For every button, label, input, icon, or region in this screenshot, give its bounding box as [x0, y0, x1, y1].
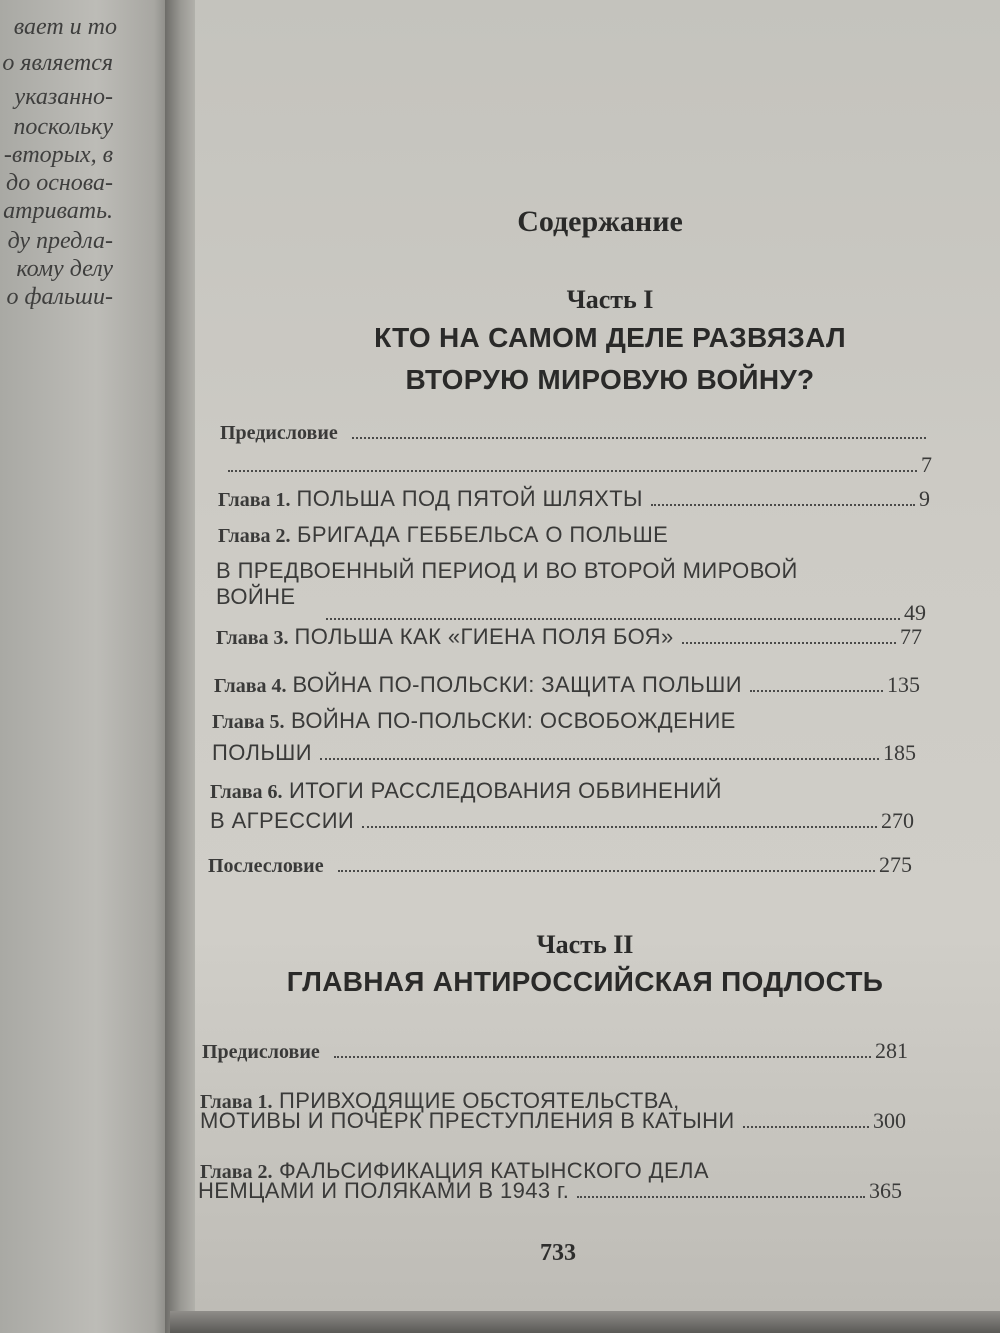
left-page-line: до основа-: [6, 170, 113, 196]
toc-entry-label: Глава 1.: [218, 489, 291, 511]
contents-title: Содержание: [517, 205, 683, 238]
dot-leader: [682, 642, 896, 644]
toc-entry-title: ПОЛЬШИ: [212, 740, 312, 765]
part2-title: ГЛАВНАЯ АНТИРОССИЙСКАЯ ПОДЛОСТЬ: [286, 966, 884, 997]
dot-leader: [362, 826, 877, 828]
dot-leader: [651, 504, 915, 506]
left-page-line: о фальши-: [6, 284, 113, 310]
toc-entry-title: НЕМЦАМИ И ПОЛЯКАМИ В 1943 г.: [198, 1178, 570, 1203]
left-page-line: -вторых, в: [3, 142, 113, 168]
dot-leader: [338, 870, 875, 872]
left-page: [0, 0, 175, 1333]
toc-page-number: 275: [879, 852, 912, 877]
toc-entry-label: Предисловие: [220, 422, 338, 444]
dot-leader: [228, 470, 917, 472]
toc-entry-chapter-5[interactable]: [212, 708, 736, 734]
toc-entry-part2-chapter-1-line2: [200, 1108, 906, 1134]
dot-leader: [334, 1056, 871, 1058]
toc-entry-title: ВОЙНА ПО-ПОЛЬСКИ: ЗАЩИТА ПОЛЬШИ: [292, 672, 742, 697]
dot-leader: [743, 1126, 869, 1128]
left-page-line: вает и то: [13, 14, 117, 40]
toc-entry-title: ВОЙНА ПО-ПОЛЬСКИ: ОСВОБОЖДЕНИЕ: [291, 708, 736, 733]
toc-page-number: 300: [873, 1108, 906, 1133]
dot-leader: [750, 690, 883, 692]
page-edge: [170, 1311, 1000, 1333]
toc-entry-title: ПОЛЬША КАК «ГИЕНА ПОЛЯ БОЯ»: [294, 624, 674, 649]
toc-entry-label: Глава 4.: [214, 675, 287, 697]
page-number: 733: [540, 1240, 576, 1266]
toc-entry-label: Глава 3.: [216, 627, 289, 649]
toc-entry-title: ВОЙНЕ: [216, 584, 296, 609]
toc-entry-title: БРИГАДА ГЕББЕЛЬСА О ПОЛЬШЕ: [297, 522, 669, 547]
left-page-line: атривать.: [3, 198, 113, 224]
toc-entry-label: Глава 2.: [218, 525, 291, 547]
toc-entry-title: МОТИВЫ И ПОЧЕРК ПРЕСТУПЛЕНИЯ В КАТЫНИ: [200, 1108, 735, 1133]
part2-label: Часть II: [536, 930, 634, 959]
toc-entry-chapter-3[interactable]: [216, 624, 922, 650]
toc-entry-chapter-2-page: [216, 600, 926, 626]
toc-entry-label: Глава 5.: [212, 711, 285, 733]
toc-entry-chapter-6[interactable]: [210, 778, 722, 804]
part1-title-line1: КТО НА САМОМ ДЕЛЕ РАЗВЯЗАЛ: [374, 322, 846, 353]
left-page-line: о является: [2, 50, 113, 76]
toc-page-number: 270: [881, 808, 914, 833]
left-page-line: ду предла-: [7, 228, 113, 254]
dot-leader: [326, 618, 900, 620]
dot-leader: [352, 437, 926, 439]
dot-leader: [577, 1196, 865, 1198]
part1-title-line2: ВТОРУЮ МИРОВУЮ ВОЙНУ?: [405, 364, 815, 395]
toc-entry-label: Предисловие: [202, 1041, 320, 1063]
toc-entry-label: Глава 6.: [210, 781, 283, 803]
part1-label: Часть I: [566, 285, 654, 314]
toc-page-number: 281: [875, 1038, 908, 1063]
toc-entry-chapter-5-line2: [212, 740, 916, 766]
toc-entry-title: В АГРЕССИИ: [210, 808, 355, 833]
toc-page-number: 365: [869, 1178, 902, 1203]
left-page-line: поскольку: [13, 114, 113, 140]
toc-entry-preface-1-page: [220, 452, 932, 478]
toc-entry-chapter-1[interactable]: [218, 486, 930, 512]
dot-leader: [320, 758, 879, 760]
toc-entry-title: ПОЛЬША ПОД ПЯТОЙ ШЛЯХТЫ: [296, 486, 643, 511]
toc-entry-label: Глава 1.: [200, 1091, 273, 1113]
toc-entry-chapter-6-line2: [210, 808, 914, 834]
toc-entry-chapter-4[interactable]: [214, 672, 920, 698]
toc-entry-preface-1[interactable]: [220, 422, 930, 445]
toc-page-number: 185: [883, 740, 916, 765]
toc-entry-label: Послесловие: [208, 855, 324, 877]
toc-entry-chapter-2-line2: В ПРЕДВОЕННЫЙ ПЕРИОД И ВО ВТОРОЙ МИРОВОЙ: [216, 558, 798, 583]
toc-entry-title: ПРИВХОДЯЩИЕ ОБСТОЯТЕЛЬСТВА,: [279, 1088, 680, 1113]
toc-page-number: 77: [900, 624, 922, 649]
toc-entry-preface-2[interactable]: [202, 1038, 908, 1064]
toc-page-number: 135: [887, 672, 920, 697]
left-page-line: указанно-: [14, 84, 113, 110]
toc-entry-label: Глава 2.: [200, 1161, 273, 1183]
toc-entry-part2-chapter-2-line2: [198, 1178, 902, 1204]
left-page-line: кому делу: [16, 256, 113, 282]
toc-entry-afterword[interactable]: [208, 852, 912, 878]
toc-entry-title: ФАЛЬСИФИКАЦИЯ КАТЫНСКОГО ДЕЛА: [279, 1158, 709, 1183]
toc-page-number: 7: [921, 452, 932, 477]
toc-entry-title: ИТОГИ РАССЛЕДОВАНИЯ ОБВИНЕНИЙ: [289, 778, 722, 803]
toc-page-number: 49: [904, 600, 926, 625]
toc-page-number: 9: [919, 486, 930, 511]
toc-entry-chapter-2[interactable]: [218, 522, 668, 548]
